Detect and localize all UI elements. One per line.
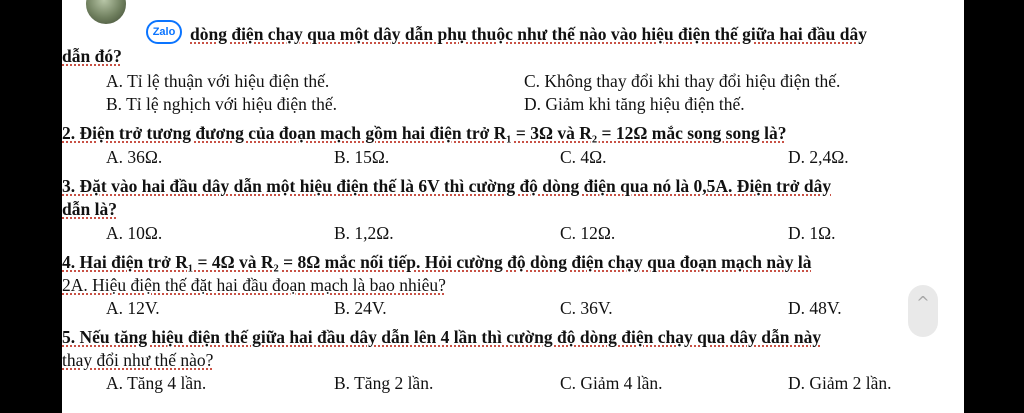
document-page	[62, 0, 964, 413]
question-5-stem-line-1: 5. Nếu tăng hiệu điện thế giữa hai đầu dây dẫn lên 4 lần thì cường độ dòng điện chạy qua dây dẫn này	[62, 327, 822, 347]
question-4-option-d: D. 48V.	[788, 298, 842, 318]
question-2-option-d: D. 2,4Ω.	[788, 147, 849, 167]
intro-option-c: C. Không thay đổi khi thay đổi hiệu điện thế.	[524, 71, 841, 91]
question-3-option-b: B. 1,2Ω.	[334, 223, 394, 243]
question-3-option-a: A. 10Ω.	[106, 223, 163, 243]
intro-stem-line-1: dòng điện chạy qua một dây dẫn phụ thuộc như thế nào vào hiệu điện thế giữa hai đầu dây	[190, 24, 867, 44]
chevron-up-icon: ^	[916, 293, 930, 312]
question-3-option-d: D. 1Ω.	[788, 223, 836, 243]
question-2-stem: 2. Điện trở tương đương của đoạn mạch gồm hai điện trở R₁ = 3Ω và R₂ = 12Ω mắc song song là?	[62, 123, 787, 143]
question-5-option-c: C. Giảm 4 lần.	[560, 373, 663, 393]
avatar	[84, 0, 128, 26]
question-2-option-b: B. 15Ω.	[334, 147, 390, 167]
question-4-option-c: C. 36V.	[560, 298, 613, 318]
intro-stem-line-2: dẫn đó?	[62, 46, 122, 66]
question-5-option-a: A. Tăng 4 lần.	[106, 373, 207, 393]
question-4-stem-line-2: 2A. Hiệu điện thế đặt hai đầu đoạn mạch là bao nhiêu?	[62, 275, 446, 295]
zalo-logo-text: Zalo	[152, 26, 176, 38]
question-4-stem-line-1: 4. Hai điện trở R₁ = 4Ω và R₂ = 8Ω mắc nối tiếp. Hỏi cường độ dòng điện chạy qua đoạn mạch này là	[62, 252, 812, 272]
question-2-option-c: C. 4Ω.	[560, 147, 607, 167]
intro-option-d: D. Giảm khi tăng hiệu điện thế.	[524, 94, 745, 114]
zalo-logo-icon	[146, 20, 182, 44]
question-3-stem-line-1: 3. Đặt vào hai đầu dây dẫn một hiệu điện thế là 6V thì cường độ dòng điện qua nó là 0,5A. Điện trở dây	[62, 176, 832, 196]
question-3-stem-line-2: dẫn là?	[62, 199, 117, 219]
question-5-option-d: D. Giảm 2 lần.	[788, 373, 892, 393]
intro-option-a: A. Tỉ lệ thuận với hiệu điện thế.	[106, 71, 330, 91]
question-5-stem-line-2: thay đổi như thế nào?	[62, 350, 214, 370]
question-2-option-a: A. 36Ω.	[106, 147, 163, 167]
question-3-option-c: C. 12Ω.	[560, 223, 616, 243]
question-4-option-b: B. 24V.	[334, 298, 387, 318]
intro-option-b: B. Tỉ lệ nghịch với hiệu điện thế.	[106, 94, 338, 114]
scroll-up-button[interactable]	[908, 285, 938, 337]
question-4-option-a: A. 12V.	[106, 298, 160, 318]
question-5-option-b: B. Tăng 2 lần.	[334, 373, 434, 393]
